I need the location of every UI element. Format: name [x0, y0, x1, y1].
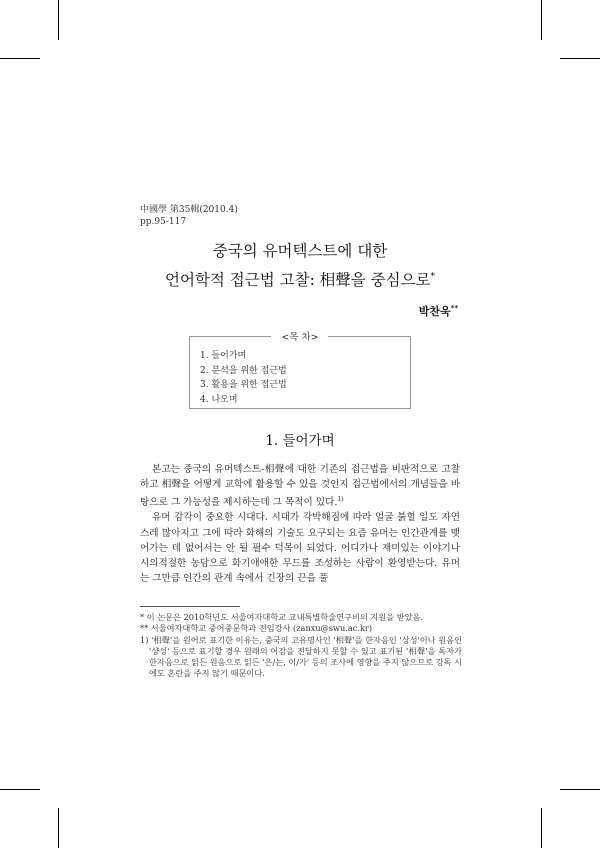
body-paragraph-1-text: 본고는 중국의 유머텍스트-相聲에 대한 기존의 접근법을 비판적으로 고찰하고 相聲을 어떻게 교학에 활용할 수 있을 것인지 접근법에서의 개념들을 바탕으로 그 가능성을 제시하는데 그 목적이 있다.: [140, 464, 460, 509]
crop-mark-bottom-right: [541, 808, 542, 848]
toc-item: 3. 활용을 위한 접근법: [200, 380, 287, 390]
toc-heading: <목 차>: [281, 332, 319, 343]
title-line-2-text: 언어학적 접근법 고찰: 相聲을 중심으로: [164, 271, 431, 290]
toc-item: 2. 분석을 위한 접근법: [200, 365, 287, 376]
section-heading: 1. 들어가며: [265, 433, 335, 449]
crop-mark-bottom-left: [58, 808, 59, 848]
author-name: 박찬욱: [418, 305, 451, 318]
footnote-1: 1) '相聲'을 원어로 표기한 이유는, 중국의 고유명사인 '相聲'을 한자음인 '상성'이나 원음인 '샹성' 등으로 표기할 경우 원래의 어감을 전달하지 못할 수 있고 표기된 '相聲'을 독자가 한자음으로 읽든 원음으로 읽든 '은/는, 이/가' 등의 조사에 영향을 주지 않으므로 강독 시에도 혼란을 주지 않기 때문이다.: [140, 634, 462, 679]
footnote-rule: [140, 606, 240, 607]
journal-line: 中國學 第35輯(2010.4): [140, 205, 238, 215]
footnote-ref-1: 1): [337, 496, 344, 504]
toc-item: 1. 들어가며: [200, 351, 247, 361]
journal-info: [140, 204, 238, 228]
footnotes: [140, 612, 462, 680]
title-line-2: [0, 264, 600, 293]
crop-mark-right-top: [560, 58, 600, 59]
crop-mark-top-left: [58, 0, 59, 40]
body-paragraph-1: [140, 462, 460, 510]
footnote-star: * 이 논문은 2010학년도 서울여자대학교 교내특별학술연구비의 지원을 받았음.: [140, 612, 424, 622]
crop-mark-right-bottom: [560, 789, 600, 790]
body-paragraph-2: 유머 감각이 중요한 시대다. 시대가 각박해짐에 따라 얼굴 붉힐 일도 자연스레 많아지고 그에 따라 화해의 기술도 요구되는 요즘 유머는 인간관계를 맺어가는 데 없어서는 안 될 필수 덕목이 되었다. 어디가나 재미있는 이야기나 시의적절한 농담으로 화기애애한 무드를 조성하는 사람이 환영받는다. 유머는 그만큼 인간의 관계 속에서 긴장의 끈을 풀: [140, 512, 460, 584]
title-line-1: 중국의 유머텍스트에 대한: [212, 242, 388, 260]
crop-mark-top-right: [541, 0, 542, 40]
crop-mark-left-bottom: [0, 789, 40, 790]
footnote-double-star: ** 서울여자대학교 중어중문학과 전임강사 (zanxu@swu.ac.kr): [140, 623, 373, 634]
body-text: [140, 462, 460, 586]
pages-line: pp.95-117: [140, 217, 187, 227]
crop-mark-left-top: [0, 58, 40, 59]
author: [419, 303, 458, 319]
author-footnote-marker: **: [450, 303, 458, 313]
paper-title: [0, 238, 600, 293]
title-footnote-marker: *: [430, 272, 436, 282]
toc-list: [200, 349, 287, 407]
toc-item: 4. 나오며: [200, 394, 238, 405]
